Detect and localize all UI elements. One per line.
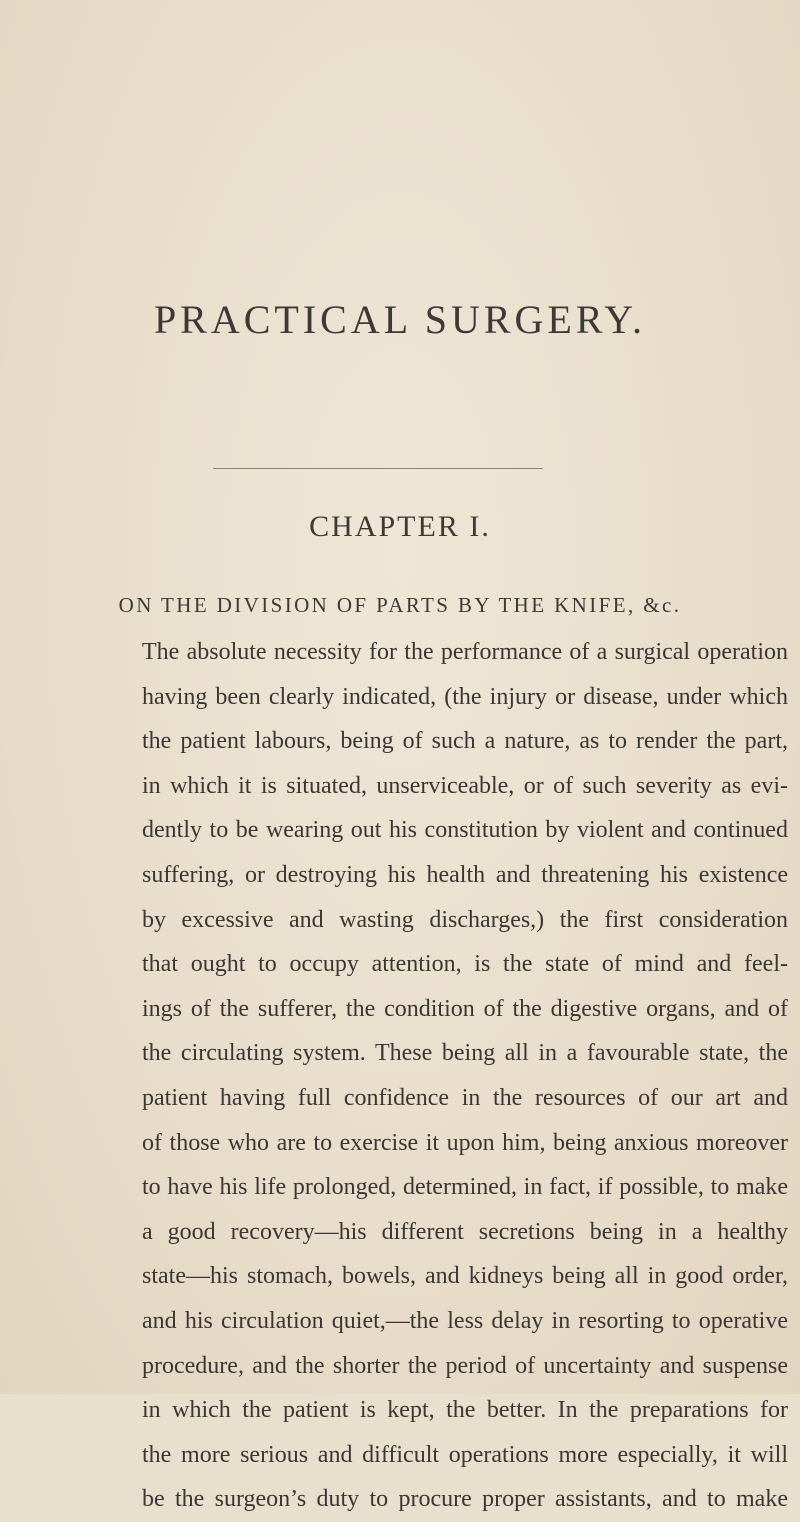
text-line: and his circulation quiet,—the less delay in resorting to operative bbox=[142, 1307, 788, 1334]
running-title: PRACTICAL SURGERY. bbox=[153, 297, 647, 342]
text-line: that ought to occupy attention, is the state of mind and feel- bbox=[142, 951, 788, 978]
text-line: procedure, and the shorter the period of uncertainty and suspense bbox=[142, 1352, 788, 1379]
chapter-heading: CHAPTER I. bbox=[309, 510, 491, 543]
text-line: in which it is situated, unserviceable, or of such severity as evi- bbox=[142, 772, 788, 799]
body-paragraph bbox=[142, 630, 788, 1522]
text-line: in which the patient is kept, the better. In the preparations for bbox=[142, 1397, 788, 1424]
chapter-subtitle: ON THE DIVISION OF PARTS BY THE KNIFE, &c. bbox=[118, 593, 682, 617]
text-line: The absolute necessity for the performance of a surgical operation bbox=[142, 639, 788, 665]
text-line: the circulating system. These being all in a favourable state, the bbox=[142, 1040, 788, 1067]
title-rule bbox=[213, 468, 543, 469]
text-line: suffering, or destroying his health and threatening his existence bbox=[142, 861, 788, 888]
text-line: the patient labours, being of such a nature, as to render the part, bbox=[142, 728, 788, 755]
text-line: be the surgeon’s duty to procure proper assistants, and to make bbox=[142, 1486, 788, 1513]
text-line: patient having full confidence in the resources of our art and bbox=[142, 1084, 788, 1111]
text-line: by excessive and wasting discharges,) the first consideration bbox=[142, 906, 788, 933]
text-line: a good recovery—his different secretions being in a healthy bbox=[142, 1218, 788, 1245]
text-line: of those who are to exercise it upon him, being anxious moreover bbox=[142, 1129, 788, 1156]
text-line: dently to be wearing out his constitution by violent and continued bbox=[142, 817, 788, 844]
text-line: the more serious and difficult operations more especially, it will bbox=[142, 1441, 788, 1468]
text-line: ings of the sufferer, the condition of the digestive organs, and of bbox=[142, 995, 788, 1022]
text-line: having been clearly indicated, (the injury or disease, under which bbox=[142, 683, 788, 710]
text-line: to have his life prolonged, determined, in fact, if possible, to make bbox=[142, 1174, 788, 1201]
text-line: state—his stomach, bowels, and kidneys being all in good order, bbox=[142, 1263, 788, 1290]
